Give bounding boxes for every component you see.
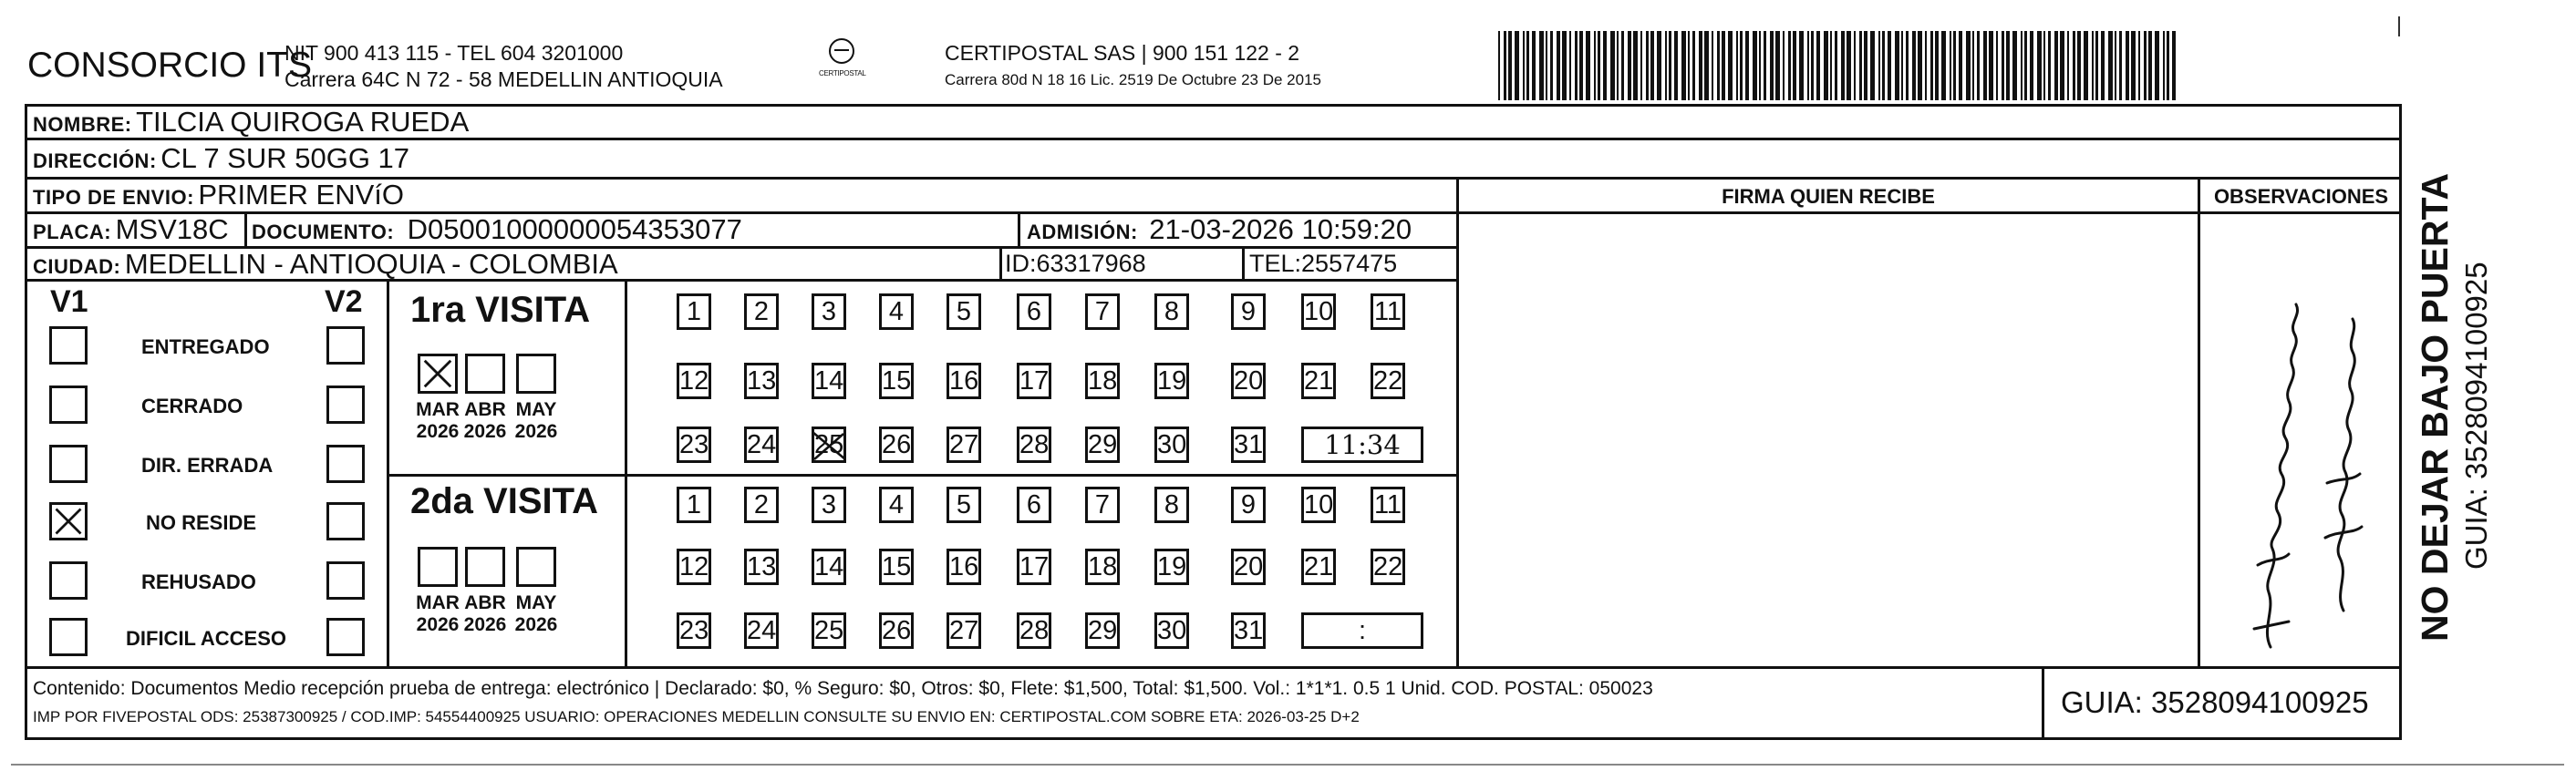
bottom-edge bbox=[11, 764, 2564, 766]
month-checkbox[interactable] bbox=[516, 354, 556, 394]
status-option-label: CERRADO bbox=[141, 395, 243, 417]
v1-checkbox[interactable] bbox=[49, 445, 88, 483]
second-visit-day-14[interactable]: 14 bbox=[812, 549, 846, 585]
direccion-value: CL 7 SUR 50GG 17 bbox=[160, 142, 410, 174]
footer-imprint: IMP POR FIVEPOSTAL ODS: 25387300925 / COD.IMP: 54554400925 USUARIO: OPERACIONES MEDELLIN CONSULTE SU ENVIO EN: CERTIPOSTAL.COM SOBRE ETA: 2026-03-25 D+2 bbox=[33, 708, 1360, 725]
first-visit-day-4[interactable]: 4 bbox=[879, 293, 914, 330]
nombre-field bbox=[33, 108, 469, 136]
nit-line: NIT 900 413 115 - TEL 604 3201000 bbox=[284, 41, 624, 65]
tel-field bbox=[1249, 252, 1397, 276]
month-label: ABR 2026 bbox=[463, 592, 507, 635]
first-visit-day-27[interactable]: 27 bbox=[947, 427, 981, 463]
first-visit-day-7[interactable]: 7 bbox=[1085, 293, 1120, 330]
month-label: MAY 2026 bbox=[514, 399, 558, 442]
id-value: 63317968 bbox=[1036, 250, 1146, 277]
first-visit-day-26[interactable]: 26 bbox=[879, 427, 914, 463]
second-visit-day-6[interactable]: 6 bbox=[1017, 487, 1051, 523]
first-visit-day-8[interactable]: 8 bbox=[1154, 293, 1189, 330]
side-warning: NO DEJAR BAJO PUERTA bbox=[2414, 172, 2456, 642]
first-visit-day-13[interactable]: 13 bbox=[744, 363, 779, 399]
v2-checkbox[interactable] bbox=[326, 618, 365, 656]
nombre-label: NOMBRE: bbox=[33, 113, 132, 136]
side-guia: GUIA: 3528094100925 bbox=[2459, 262, 2493, 570]
certipostal-logo bbox=[819, 38, 864, 93]
month-label: MAY 2026 bbox=[514, 592, 558, 635]
first-visit-day-12[interactable]: 12 bbox=[677, 363, 711, 399]
second-visit-day-30[interactable]: 30 bbox=[1154, 612, 1189, 649]
second-visit-day-1[interactable]: 1 bbox=[677, 487, 711, 523]
second-visit-day-3[interactable]: 3 bbox=[812, 487, 846, 523]
first-visit-day-16[interactable]: 16 bbox=[947, 363, 981, 399]
admision-value: 21-03-2026 10:59:20 bbox=[1149, 213, 1412, 245]
second-visit-day-17[interactable]: 17 bbox=[1017, 549, 1051, 585]
logo-emblem-icon bbox=[829, 38, 854, 64]
first-visit-day-15[interactable]: 15 bbox=[879, 363, 914, 399]
status-option-label: DIR. ERRADA bbox=[141, 454, 274, 477]
direccion-field bbox=[33, 144, 409, 172]
logo-text: CERTIPOSTAL bbox=[819, 69, 866, 77]
v1-checkbox[interactable] bbox=[49, 502, 88, 540]
documento-label: DOCUMENTO: bbox=[252, 221, 395, 243]
address-line: Carrera 64C N 72 - 58 MEDELLIN ANTIOQUIA bbox=[284, 67, 723, 91]
first-visit-day-14[interactable]: 14 bbox=[812, 363, 846, 399]
second-visit-day-13[interactable]: 13 bbox=[744, 549, 779, 585]
ciudad-label: CIUDAD: bbox=[33, 255, 121, 278]
placa-label: PLACA: bbox=[33, 221, 112, 243]
second-visit-day-4[interactable]: 4 bbox=[879, 487, 914, 523]
status-option-label: NO RESIDE bbox=[146, 511, 257, 534]
first-visit-day-20[interactable]: 20 bbox=[1231, 363, 1266, 399]
id-field bbox=[1005, 252, 1146, 276]
second-visit-day-18[interactable]: 18 bbox=[1085, 549, 1120, 585]
footer-guia: GUIA: 3528094100925 bbox=[2061, 685, 2369, 719]
v2-checkbox[interactable] bbox=[326, 561, 365, 600]
nombre-value: TILCIA QUIROGA RUEDA bbox=[136, 106, 470, 138]
second-visit-day-23[interactable]: 23 bbox=[677, 612, 711, 649]
second-visit-day-9[interactable]: 9 bbox=[1231, 487, 1266, 523]
certipostal-info bbox=[945, 40, 1321, 93]
second-visit-day-15[interactable]: 15 bbox=[879, 549, 914, 585]
documento-field bbox=[252, 215, 742, 243]
second-visit-day-29[interactable]: 29 bbox=[1085, 612, 1120, 649]
admision-label: ADMISIÓN: bbox=[1027, 221, 1138, 243]
first-visit-day-31[interactable]: 31 bbox=[1231, 427, 1266, 463]
second-visit-day-11[interactable]: 11 bbox=[1371, 487, 1405, 523]
first-visit-day-1[interactable]: 1 bbox=[677, 293, 711, 330]
first-visit-day-23[interactable]: 23 bbox=[677, 427, 711, 463]
first-visit-day-11[interactable]: 11 bbox=[1371, 293, 1405, 330]
observation-handwriting bbox=[2207, 264, 2389, 656]
first-visit-day-2[interactable]: 2 bbox=[744, 293, 779, 330]
second-visit-day-25[interactable]: 25 bbox=[812, 612, 846, 649]
tipo-envio-field bbox=[33, 180, 404, 209]
documento-value: D05001000000054353077 bbox=[407, 213, 742, 245]
second-visit-day-20[interactable]: 20 bbox=[1231, 549, 1266, 585]
direccion-label: DIRECCIÓN: bbox=[33, 149, 157, 172]
first-visit-day-5[interactable]: 5 bbox=[947, 293, 981, 330]
v2-checkbox[interactable] bbox=[326, 502, 365, 540]
second-visit-day-2[interactable]: 2 bbox=[744, 487, 779, 523]
tipo-envio-label: TIPO DE ENVIO: bbox=[33, 186, 194, 209]
second-visit-day-12[interactable]: 12 bbox=[677, 549, 711, 585]
month-checkbox[interactable] bbox=[465, 547, 505, 587]
v1-checkbox[interactable] bbox=[49, 618, 88, 656]
observaciones-header: OBSERVACIONES bbox=[2213, 185, 2389, 208]
v1-checkbox[interactable] bbox=[49, 561, 88, 600]
month-checkbox[interactable] bbox=[516, 547, 556, 587]
company-info bbox=[284, 40, 723, 93]
second-visit-day-31[interactable]: 31 bbox=[1231, 612, 1266, 649]
first-visit-day-21[interactable]: 21 bbox=[1301, 363, 1336, 399]
v1-checkbox[interactable] bbox=[49, 386, 88, 424]
second-visit-day-27[interactable]: 27 bbox=[947, 612, 981, 649]
placa-value: MSV18C bbox=[115, 213, 229, 245]
status-option-label: ENTREGADO bbox=[141, 335, 270, 358]
second-visit-day-22[interactable]: 22 bbox=[1371, 549, 1405, 585]
first-visit-day-28[interactable]: 28 bbox=[1017, 427, 1051, 463]
v2-checkbox[interactable] bbox=[326, 386, 365, 424]
second-visit-day-26[interactable]: 26 bbox=[879, 612, 914, 649]
status-option-label: REHUSADO bbox=[141, 571, 256, 593]
id-label: ID: bbox=[1005, 250, 1037, 277]
month-checkbox[interactable] bbox=[465, 354, 505, 394]
v1-header: V1 bbox=[50, 284, 88, 319]
first-visit-day-10[interactable]: 10 bbox=[1301, 293, 1336, 330]
edge-mark bbox=[2398, 16, 2400, 36]
first-visit-day-6[interactable]: 6 bbox=[1017, 293, 1051, 330]
placa-field bbox=[33, 215, 229, 243]
certipostal-line: CERTIPOSTAL SAS | 900 151 122 - 2 bbox=[945, 41, 1300, 65]
company-name: CONSORCIO ITS bbox=[27, 46, 313, 85]
month-checkbox[interactable] bbox=[418, 547, 458, 587]
first-visit-day-3[interactable]: 3 bbox=[812, 293, 846, 330]
second-visit-day-24[interactable]: 24 bbox=[744, 612, 779, 649]
status-option-label: DIFICIL ACCESO bbox=[126, 627, 287, 650]
second-visit-time[interactable]: : bbox=[1301, 612, 1423, 649]
month-label: MAR 2026 bbox=[416, 399, 460, 442]
tipo-envio-value: PRIMER ENVíO bbox=[198, 179, 405, 211]
second-visit-day-19[interactable]: 19 bbox=[1154, 549, 1189, 585]
footer-contents: Contenido: Documentos Medio recepción prueba de entrega: electrónico | Declarado: $0, % Seguro: $0, Otros: $0, Flete: $1,500, Total: $1,500. Vol.: 1*1*1. 0.5 1 Unid. COD. POSTAL: 050023 bbox=[33, 678, 1653, 699]
first-visit-time[interactable]: 11:34 bbox=[1301, 427, 1423, 463]
month-label: ABR 2026 bbox=[463, 399, 507, 442]
first-visit-day-22[interactable]: 22 bbox=[1371, 363, 1405, 399]
first-visit-day-18[interactable]: 18 bbox=[1085, 363, 1120, 399]
firma-header: FIRMA QUIEN RECIBE bbox=[1722, 185, 1935, 208]
tel-label: TEL: bbox=[1249, 250, 1302, 277]
first-visit-title: 1ra VISITA bbox=[410, 290, 591, 330]
v2-checkbox[interactable] bbox=[326, 326, 365, 365]
first-visit-day-9[interactable]: 9 bbox=[1231, 293, 1266, 330]
second-visit-day-16[interactable]: 16 bbox=[947, 549, 981, 585]
second-visit-day-8[interactable]: 8 bbox=[1154, 487, 1189, 523]
first-visit-day-30[interactable]: 30 bbox=[1154, 427, 1189, 463]
first-visit-day-29[interactable]: 29 bbox=[1085, 427, 1120, 463]
second-visit-day-7[interactable]: 7 bbox=[1085, 487, 1120, 523]
first-visit-day-19[interactable]: 19 bbox=[1154, 363, 1189, 399]
first-visit-day-25[interactable]: 25 bbox=[812, 427, 846, 463]
barcode bbox=[1498, 31, 2180, 100]
second-visit-day-5[interactable]: 5 bbox=[947, 487, 981, 523]
month-checkbox[interactable] bbox=[418, 354, 458, 394]
v2-header: V2 bbox=[325, 284, 363, 319]
tel-value: 2557475 bbox=[1301, 250, 1398, 277]
month-label: MAR 2026 bbox=[416, 592, 460, 635]
admision-field bbox=[1027, 215, 1412, 243]
v2-checkbox[interactable] bbox=[326, 445, 365, 483]
v1-checkbox[interactable] bbox=[49, 326, 88, 365]
second-visit-day-21[interactable]: 21 bbox=[1301, 549, 1336, 585]
first-visit-day-17[interactable]: 17 bbox=[1017, 363, 1051, 399]
first-visit-day-24[interactable]: 24 bbox=[744, 427, 779, 463]
ciudad-field bbox=[33, 250, 618, 278]
ciudad-value: MEDELLIN - ANTIOQUIA - COLOMBIA bbox=[124, 248, 618, 280]
certipostal-address: Carrera 80d N 18 16 Lic. 2519 De Octubre 23 De 2015 bbox=[945, 71, 1321, 88]
second-visit-title: 2da VISITA bbox=[410, 481, 598, 521]
second-visit-day-28[interactable]: 28 bbox=[1017, 612, 1051, 649]
second-visit-day-10[interactable]: 10 bbox=[1301, 487, 1336, 523]
